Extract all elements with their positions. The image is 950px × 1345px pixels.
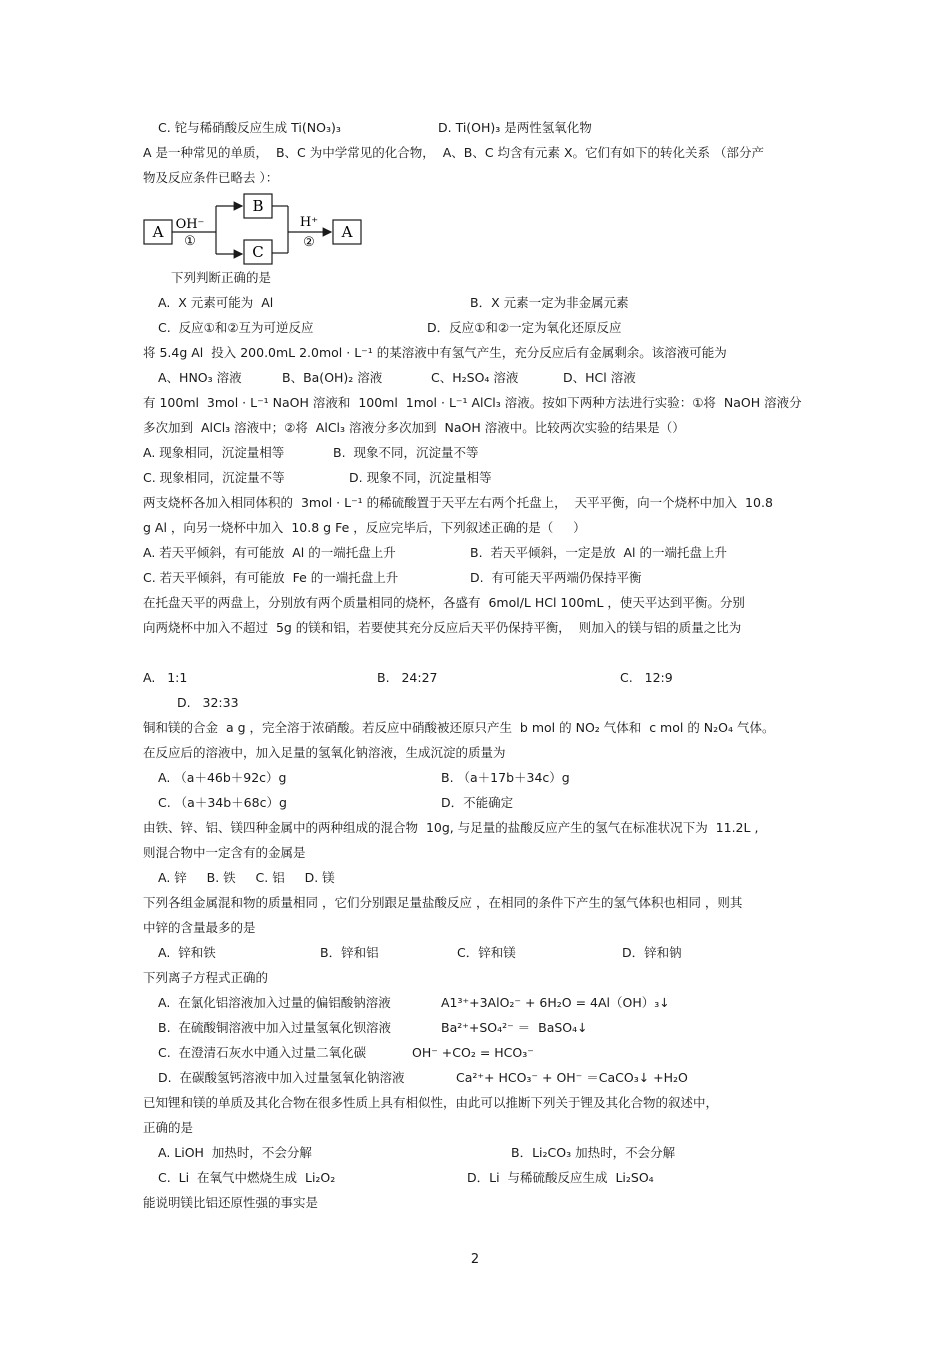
text-line: A. 在氯化铝溶液加入过量的偏铝酸钠溶液 [158, 995, 391, 1010]
text-line: C. 现象相同，沉淀量不等 [143, 470, 285, 485]
text-line: A. （a＋46b＋92c）g [158, 770, 287, 785]
text-line: 向两烧杯中加入不超过 5g 的镁和铝，若要使其充分反应后天平仍保持平衡， 则加入的镁与铝的质量之比为 [143, 620, 742, 635]
text-line: C. 12:9 [620, 670, 673, 685]
box-a-left-label: A [152, 223, 164, 241]
text-line: 由铁、锌、铝、镁四种金属中的两种组成的混合物 10g, 与足量的盐酸反应产生的氢气在标准状况下为 11.2L , [143, 820, 759, 835]
text-line: A. 1:1 [143, 670, 188, 685]
arrow2-step: ② [303, 235, 315, 250]
text-line: C. 若天平倾斜，有可能放 Fe 的一端托盘上升 [143, 570, 399, 585]
text-line: A. 锌 B. 铁 C. 铝 D. 镁 [158, 870, 335, 885]
text-line: 中锌的含量最多的是 [143, 920, 256, 935]
text-line: C. 在澄清石灰水中通入过量二氧化碳 [158, 1045, 367, 1060]
box-a-right-label: A [341, 223, 353, 241]
text-line: 在托盘天平的两盘上，分别放有两个质量相同的烧杯，各盛有 6mol/L HCl 100mL ，使天平达到平衡。分别 [143, 595, 745, 610]
text-line: 两支烧杯各加入相同体积的 3mol · L⁻¹ 的稀硫酸置于天平左右两个托盘上， 天平平衡，向一个烧杯中加入 10.8 [143, 495, 773, 510]
text-line: D．Li 与稀硫酸反应生成 Li₂SO₄ [467, 1170, 654, 1185]
text-line: C. 反应①和②互为可逆反应 [158, 320, 314, 335]
text-line: A. 锌和铁 [158, 945, 216, 960]
page-number: 2 [470, 1252, 480, 1267]
text-line: 在反应后的溶液中，加入足量的氢氧化钠溶液，生成沉淀的质量为 [143, 745, 506, 760]
text-line: D. 有可能天平两端仍保持平衡 [470, 570, 642, 585]
box-c-label: C [252, 243, 264, 261]
box-b-label: B [252, 197, 264, 215]
text-line: D. 在碳酸氢钙溶液中加入过量氢氧化钠溶液 [158, 1070, 405, 1085]
text-line: Ba²⁺+SO₄²⁻ ＝ BaSO₄↓ [441, 1020, 588, 1035]
text-line: B. （a＋17b＋34c）g [441, 770, 570, 785]
text-line: g Al ，向另一烧杯中加入 10.8 g Fe ，反应完毕后，下列叙述正确的是（ ） [143, 520, 586, 535]
text-line: D．反应①和②一定为氧化还原反应 [427, 320, 622, 335]
text-line: D. 现象不同，沉淀量相等 [349, 470, 492, 485]
text-line: A1³⁺+3AlO₂⁻ + 6H₂O = 4Al（OH）₃↓ [441, 995, 670, 1010]
text-line: D. Ti(OH)₃ 是两性氢氧化物 [438, 120, 592, 135]
text-line: D．不能确定 [441, 795, 514, 810]
text-line: B．X 元素一定为非金属元素 [470, 295, 629, 310]
text-line: C. Li 在氧气中燃烧生成 Li₂O₂ [158, 1170, 336, 1185]
text-line: B．锌和铝 [320, 945, 379, 960]
text-line: 已知锂和镁的单质及其化合物在很多性质上具有相似性，由此可以推断下列关于锂及其化合物的叙述中， [143, 1095, 719, 1110]
arrow1-reagent: OH⁻ [175, 217, 205, 232]
text-line: 物及反应条件已略去 ）： [143, 170, 279, 185]
text-line: A 是一种常见的单质， B、C 为中学常见的化合物， A、B、C 均含有元素 X。它们有如下的转化关系 （部分产 [143, 145, 765, 160]
text-line: C．锌和镁 [457, 945, 516, 960]
text-line: 多次加到 AlCl₃ 溶液中；②将 AlCl₃ 溶液分多次加到 NaOH 溶液中。比较两次实验的结果是（） [143, 420, 685, 435]
text-line: D、HCl 溶液 [563, 370, 636, 385]
text-line: B. 若天平倾斜，一定是放 Al 的一端托盘上升 [470, 545, 727, 560]
arrow1-step: ① [184, 234, 196, 249]
text-line: 下列各组金属混和物的质量相同 ，它们分别跟足量盐酸反应 ，在相同的条件下产生的氢气体积也相同 ，则其 [143, 895, 743, 910]
text-line: B、Ba(OH)₂ 溶液 [282, 370, 383, 385]
text-line: D．锌和钠 [622, 945, 682, 960]
text-line: B. 24:27 [377, 670, 438, 685]
text-line: 将 5.4g Al 投入 200.0mL 2.0mol · L⁻¹ 的某溶液中有氢气产生，充分反应后有金属剩余。该溶液可能为 [143, 345, 727, 360]
text-line: 下列离子方程式正确的 [143, 970, 269, 985]
text-line: 铜和镁的合金 a g ，完全溶于浓硝酸。若反应中硝酸被还原只产生 b mol 的 NO₂ 气体和 c mol 的 N₂O₄ 气体。 [143, 720, 775, 735]
text-line: 能说明镁比铝还原性强的事实是 [143, 1195, 319, 1210]
text-line: A. 若天平倾斜，有可能放 Al 的一端托盘上升 [143, 545, 396, 560]
text-line: D. 32:33 [177, 695, 239, 710]
text-line: A. X 元素可能为 Al [158, 295, 274, 310]
text-line: C. （a＋34b＋68c）g [158, 795, 287, 810]
text-line: B. 现象不同，沉淀量不等 [333, 445, 479, 460]
text-line: 有 100ml 3mol · L⁻¹ NaOH 溶液和 100ml 1mol · L⁻¹ AlCl₃ 溶液。按如下两种方法进行实验：①将 NaOH 溶液分 [143, 395, 802, 410]
text-line: OH⁻ +CO₂ = HCO₃⁻ [412, 1045, 534, 1060]
text-line: B．Li₂CO₃ 加热时，不会分解 [511, 1145, 676, 1160]
text-line: C. 铊与稀硝酸反应生成 Ti(NO₃)₃ [158, 120, 341, 135]
text-line: 下列判断正确的是 [171, 270, 272, 285]
text-line: Ca²⁺+ HCO₃⁻ + OH⁻ ＝CaCO₃↓ +H₂O [456, 1070, 688, 1085]
text-line: A、HNO₃ 溶液 [158, 370, 242, 385]
arrow2-reagent: H⁺ [299, 215, 319, 230]
text-line: A. 现象相同，沉淀量相等 [143, 445, 285, 460]
text-line: 正确的是 [143, 1120, 194, 1135]
text-line: C、H₂SO₄ 溶液 [431, 370, 519, 385]
text-line: A. LiOH 加热时，不会分解 [158, 1145, 312, 1160]
conversion-diagram [143, 193, 365, 265]
text-line: B. 在硫酸铜溶液中加入过量氢氧化钡溶液 [158, 1020, 391, 1035]
text-line: 则混合物中一定含有的金属是 [143, 845, 306, 860]
